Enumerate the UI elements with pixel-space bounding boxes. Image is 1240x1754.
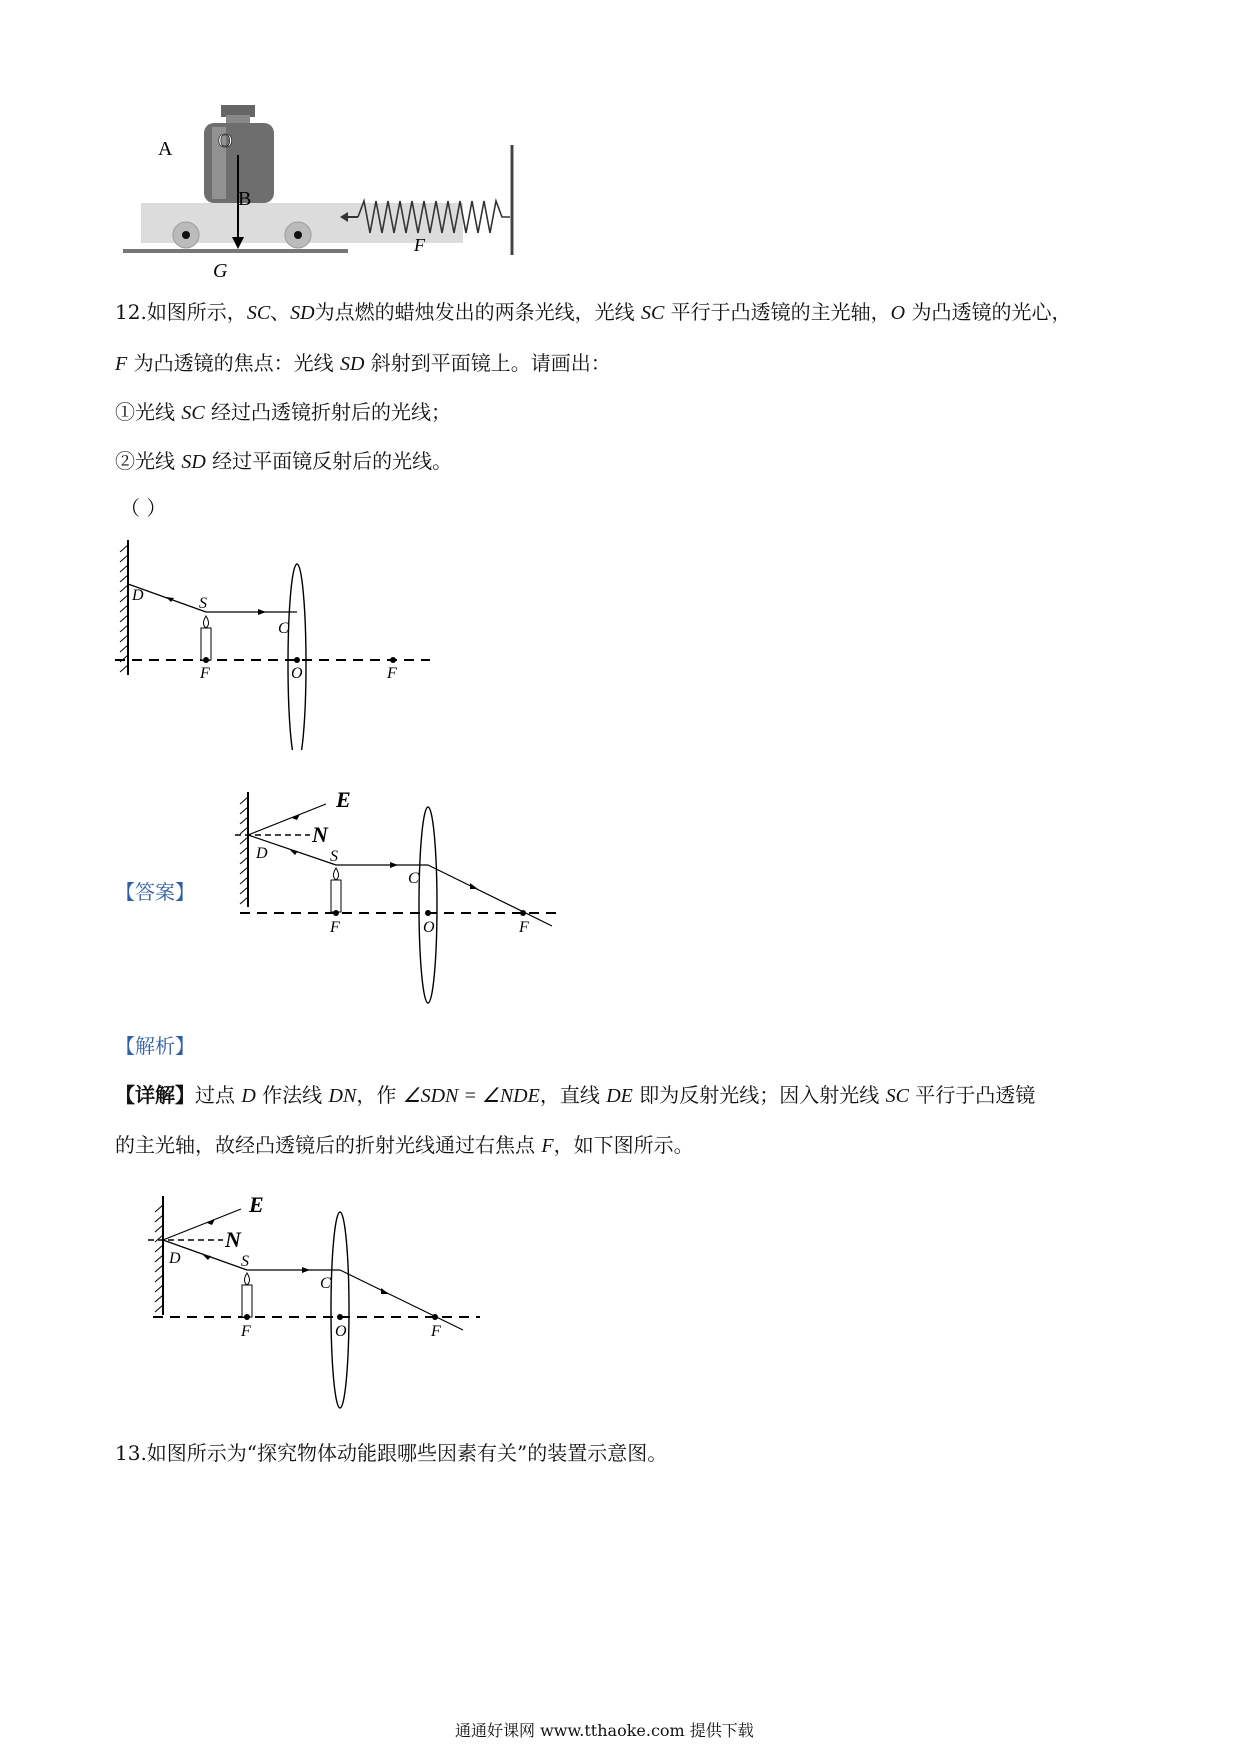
answer-blank: （ ） <box>120 496 167 520</box>
label-D: D <box>169 1250 181 1267</box>
q12-line-1: 12.如图所示，SC、SD为点燃的蜡烛发出的两条光线，光线 SC 平行于凸透镜的主光轴，O 为凸透镜的光心， <box>115 300 1072 324</box>
q12-line-3: ①光线 SC 经过凸透镜折射后的光线； <box>115 400 452 424</box>
label-F-right: F <box>519 919 529 936</box>
label-G: G <box>213 260 228 282</box>
cart-spring-figure <box>118 105 568 285</box>
label-O: O <box>218 130 233 152</box>
refracted-ray <box>428 865 552 926</box>
label-A: A <box>158 138 173 160</box>
label-O: O <box>335 1323 347 1340</box>
q12-line-4: ②光线 SD 经过平面镜反射后的光线。 <box>115 449 453 473</box>
label-S: S <box>241 1253 249 1270</box>
ground <box>123 249 348 253</box>
candle <box>201 628 211 660</box>
detail-line-2: 的主光轴，故经凸透镜后的折射光线通过右焦点 F，如下图所示。 <box>115 1133 694 1157</box>
label-F-right: F <box>387 665 397 682</box>
label-D: D <box>256 845 268 862</box>
label-C: C <box>408 870 419 887</box>
label-N: N <box>312 822 328 847</box>
optics-diagram-question <box>110 540 440 750</box>
label-D: D <box>132 587 144 604</box>
label-E: E <box>249 1192 264 1217</box>
label-C: C <box>278 620 289 637</box>
refracted-ray <box>340 1270 463 1330</box>
candle <box>331 880 341 912</box>
label-O: O <box>423 919 435 936</box>
q12-line-2: F 为凸透镜的焦点：光线 SD 斜射到平面镜上。请画出： <box>115 351 611 375</box>
optics-diagram-answer <box>230 782 570 1004</box>
answer-tag: 【答案】 <box>115 880 195 904</box>
analysis-tag: 【解析】 <box>115 1034 195 1058</box>
detail-line-1: 【详解】过点 D 作法线 DN，作 ∠SDN = ∠NDE，直线 DE 即为反射光线；因入射光线 SC 平行于凸透镜 <box>115 1083 1036 1107</box>
label-N: N <box>225 1227 241 1252</box>
label-B: B <box>238 188 252 210</box>
label-S: S <box>330 848 338 865</box>
label-O: O <box>291 665 303 682</box>
optics-diagram-explanation <box>145 1190 485 1412</box>
label-F-left: F <box>241 1323 251 1340</box>
label-C: C <box>320 1275 331 1292</box>
label-E: E <box>336 787 351 812</box>
convex-lens <box>419 807 437 1003</box>
label-S: S <box>199 595 207 612</box>
footer-watermark: 通通好课网 www.tthaoke.com 提供下载 <box>455 1721 754 1740</box>
label-F-right: F <box>431 1323 441 1340</box>
label-F-left: F <box>330 919 340 936</box>
q13-line: 13.如图所示为“探究物体动能跟哪些因素有关”的装置示意图。 <box>115 1441 668 1465</box>
convex-lens <box>331 1212 349 1408</box>
label-F-left: F <box>200 665 210 682</box>
candle <box>242 1285 252 1317</box>
label-F: F <box>414 235 425 255</box>
